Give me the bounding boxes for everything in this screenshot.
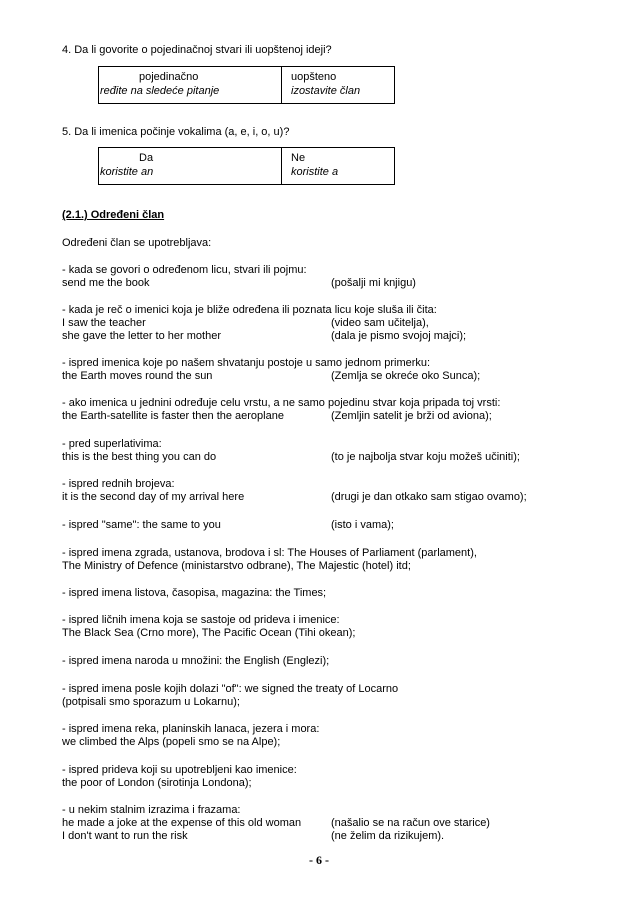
rule-text: - pred superlativima: [62, 438, 162, 450]
example-en: she gave the letter to her mother [62, 330, 221, 342]
q4-left-title: pojedinačno [139, 71, 199, 83]
rule-text: - kada se govori o određenom licu, stvari ili pojmu: [62, 264, 307, 276]
rule-text: - ako imenica u jednini određuje celu vrstu, a ne samo pojedinu stvar koja pripada toj vrsti: [62, 397, 501, 409]
example-en: I don't want to run the risk [62, 830, 188, 842]
example-sr: (pošalji mi knjigu) [331, 277, 416, 289]
q4-table [98, 66, 395, 104]
example-en: send me the book [62, 277, 150, 289]
q5-right-title: Ne [291, 152, 306, 164]
example-en: the Earth-satellite is faster then the aeroplane [62, 410, 284, 422]
rule-text: - ispred rednih brojeva: [62, 478, 175, 490]
rule-line: we climbed the Alps (popeli smo se na Alpe); [62, 736, 281, 748]
rule-text: - ispred ličnih imena koja se sastoje od prideva i imenice: [62, 614, 340, 626]
example-sr: (dala je pismo svojoj majci); [331, 330, 467, 342]
example-en: it is the second day of my arrival here [62, 491, 245, 503]
rule-text: - ispred imena reka, planinskih lanaca, jezera i mora: [62, 723, 320, 735]
q4-left-note: ređite na sledeće pitanje [100, 85, 220, 97]
q5-left-note: koristite an [100, 166, 154, 178]
q5-right-note: koristite a [291, 166, 339, 178]
example-sr: (ne želim da rizikujem). [331, 830, 445, 842]
rule-line: The Black Sea (Crno more), The Pacific Ocean (Tihi okean); [62, 627, 356, 639]
example-sr: (našalio se na račun ove starice) [331, 817, 490, 829]
example-en: this is the best thing you can do [62, 451, 217, 463]
question-4: 4. Da li govorite o pojedinačnoj stvari ili uopštenoj ideji? [62, 44, 332, 56]
example-en: the Earth moves round the sun [62, 370, 213, 382]
example-sr: (drugi je dan otkako sam stigao ovamo); [331, 491, 527, 503]
page-number: - 6 - [309, 853, 329, 867]
example-sr: (Zemljin satelit je brži od aviona); [331, 410, 492, 422]
example-en: he made a joke at the expense of this old woman [62, 817, 302, 829]
section-intro: Određeni član se upotrebljava: [62, 237, 212, 249]
example-sr: (to je najbolja stvar koju možeš učiniti); [331, 451, 520, 463]
rule-text: - ispred prideva koji su upotrebljeni kao imenice: [62, 764, 297, 776]
q4-right-note: izostavite član [291, 85, 361, 97]
rule-text: - kada je reč o imenici koja je bliže određena ili poznata licu koje sluša ili čita: [62, 304, 437, 316]
example-sr: (video sam učitelja), [331, 317, 429, 329]
table-divider [281, 67, 282, 103]
rule-text: - ispred imenica koje po našem shvatanju postoje u samo jednom primerku: [62, 357, 431, 369]
rule-text: - ispred imena posle kojih dolazi "of": we signed the treaty of Locarno [62, 683, 399, 695]
example-en: I saw the teacher [62, 317, 146, 329]
section-heading: (2.1.) Određeni član [62, 209, 165, 221]
example-sr: (Zemlja se okreće oko Sunca); [331, 370, 481, 382]
rule-text: - u nekim stalnim izrazima i frazama: [62, 804, 241, 816]
table-divider [281, 148, 282, 184]
rule-line: (potpisali smo sporazum u Lokarnu); [62, 696, 240, 708]
q4-right-title: uopšteno [291, 71, 337, 83]
question-5: 5. Da li imenica počinje vokalima (a, e, i, o, u)? [62, 126, 290, 138]
rule-line: the poor of London (sirotinja Londona); [62, 777, 252, 789]
example-sr: (isto i vama); [331, 519, 394, 531]
q5-left-title: Da [139, 152, 154, 164]
rule-text: - ispred imena listova, časopisa, magazina: the Times; [62, 587, 327, 599]
rule-text: - ispred imena zgrada, ustanova, brodova i sl: The Houses of Parliament (parlament), [62, 547, 477, 559]
rule-text: - ispred "same": the same to you [62, 519, 221, 531]
rule-line: The Ministry of Defence (ministarstvo odbrane), The Majestic (hotel) itd; [62, 560, 411, 572]
rule-text: - ispred imena naroda u množini: the English (Englezi); [62, 655, 330, 667]
q5-table [98, 147, 395, 185]
